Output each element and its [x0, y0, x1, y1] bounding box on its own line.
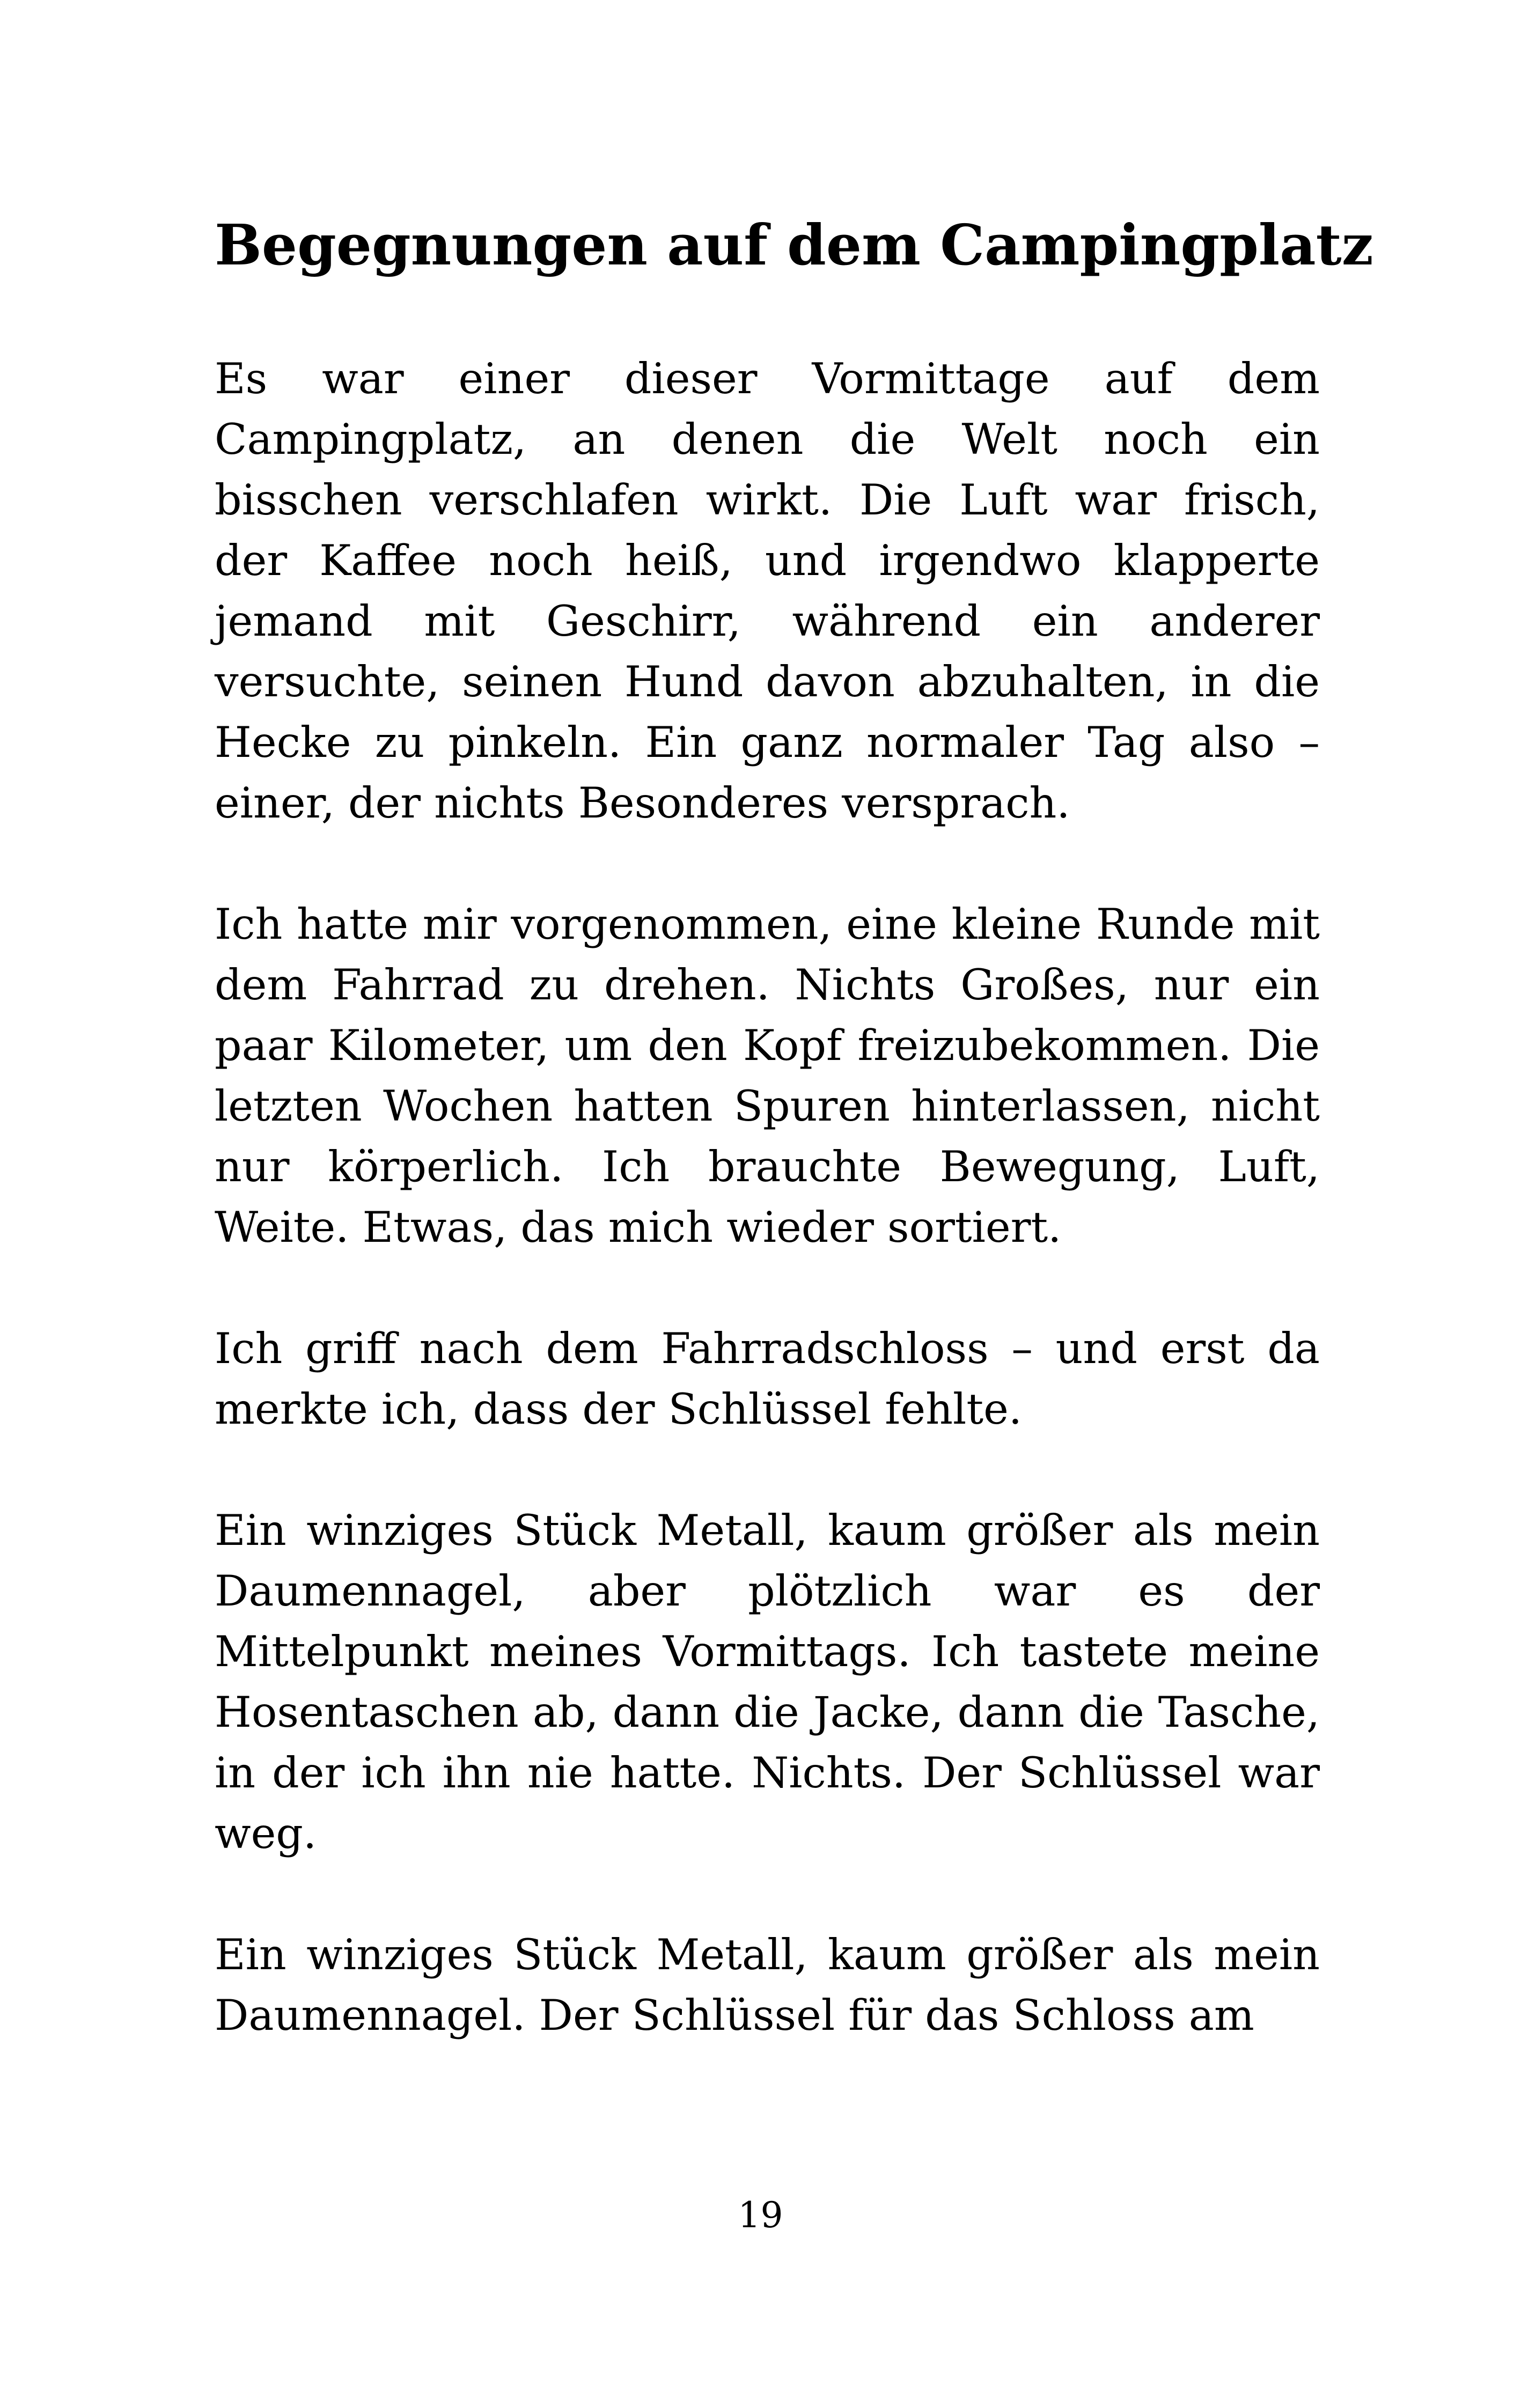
chapter-title: Begegnungen auf dem Campingplatz — [215, 212, 1373, 278]
paragraph-5: Ein winziges Stück Metall, kaum größer als mein Daumennagel. Der Schlüssel für das Schloss am — [215, 1930, 1320, 2040]
chapter-body — [215, 349, 1320, 2046]
paragraph-2: Ich hatte mir vorgenommen, eine kleine Runde mit dem Fahrrad zu drehen. Nichts Großes, nur ein paar Kilometer, um den Kopf freizubekommen. Die letzten Wochen hatten Spuren hinterlassen, nicht nur körperlich. Ich brauchte Bewegung, Luft, Weite. Etwas, das mich wieder sortiert. — [215, 900, 1320, 1252]
paragraph-4: Ein winziges Stück Metall, kaum größer als mein Daumennagel, aber plötzlich war es der Mittelpunkt meines Vormittags. Ich tastete meine Hosentaschen ab, dann die Jacke, dann die Tasche, in der ich ihn nie hatte. Nichts. Der Schlüssel war weg. — [215, 1506, 1320, 1858]
paragraph-1: Es war einer dieser Vormittage auf dem Campingplatz, an denen die Welt noch ein bisschen verschlafen wirkt. Die Luft war frisch, der Kaffee noch heiß, und irgendwo klapperte jemand mit Geschirr, während ein anderer versuchte, seinen Hund davon abzuhalten, in die Hecke zu pinkeln. Ein ganz normaler Tag also – einer, der nichts Besonderes versprach. — [215, 354, 1320, 828]
page-number: 19 — [738, 2195, 783, 2236]
paragraph-3: Ich griff nach dem Fahrradschloss – und erst da merkte ich, dass der Schlüssel fehlte. — [215, 1324, 1320, 1434]
